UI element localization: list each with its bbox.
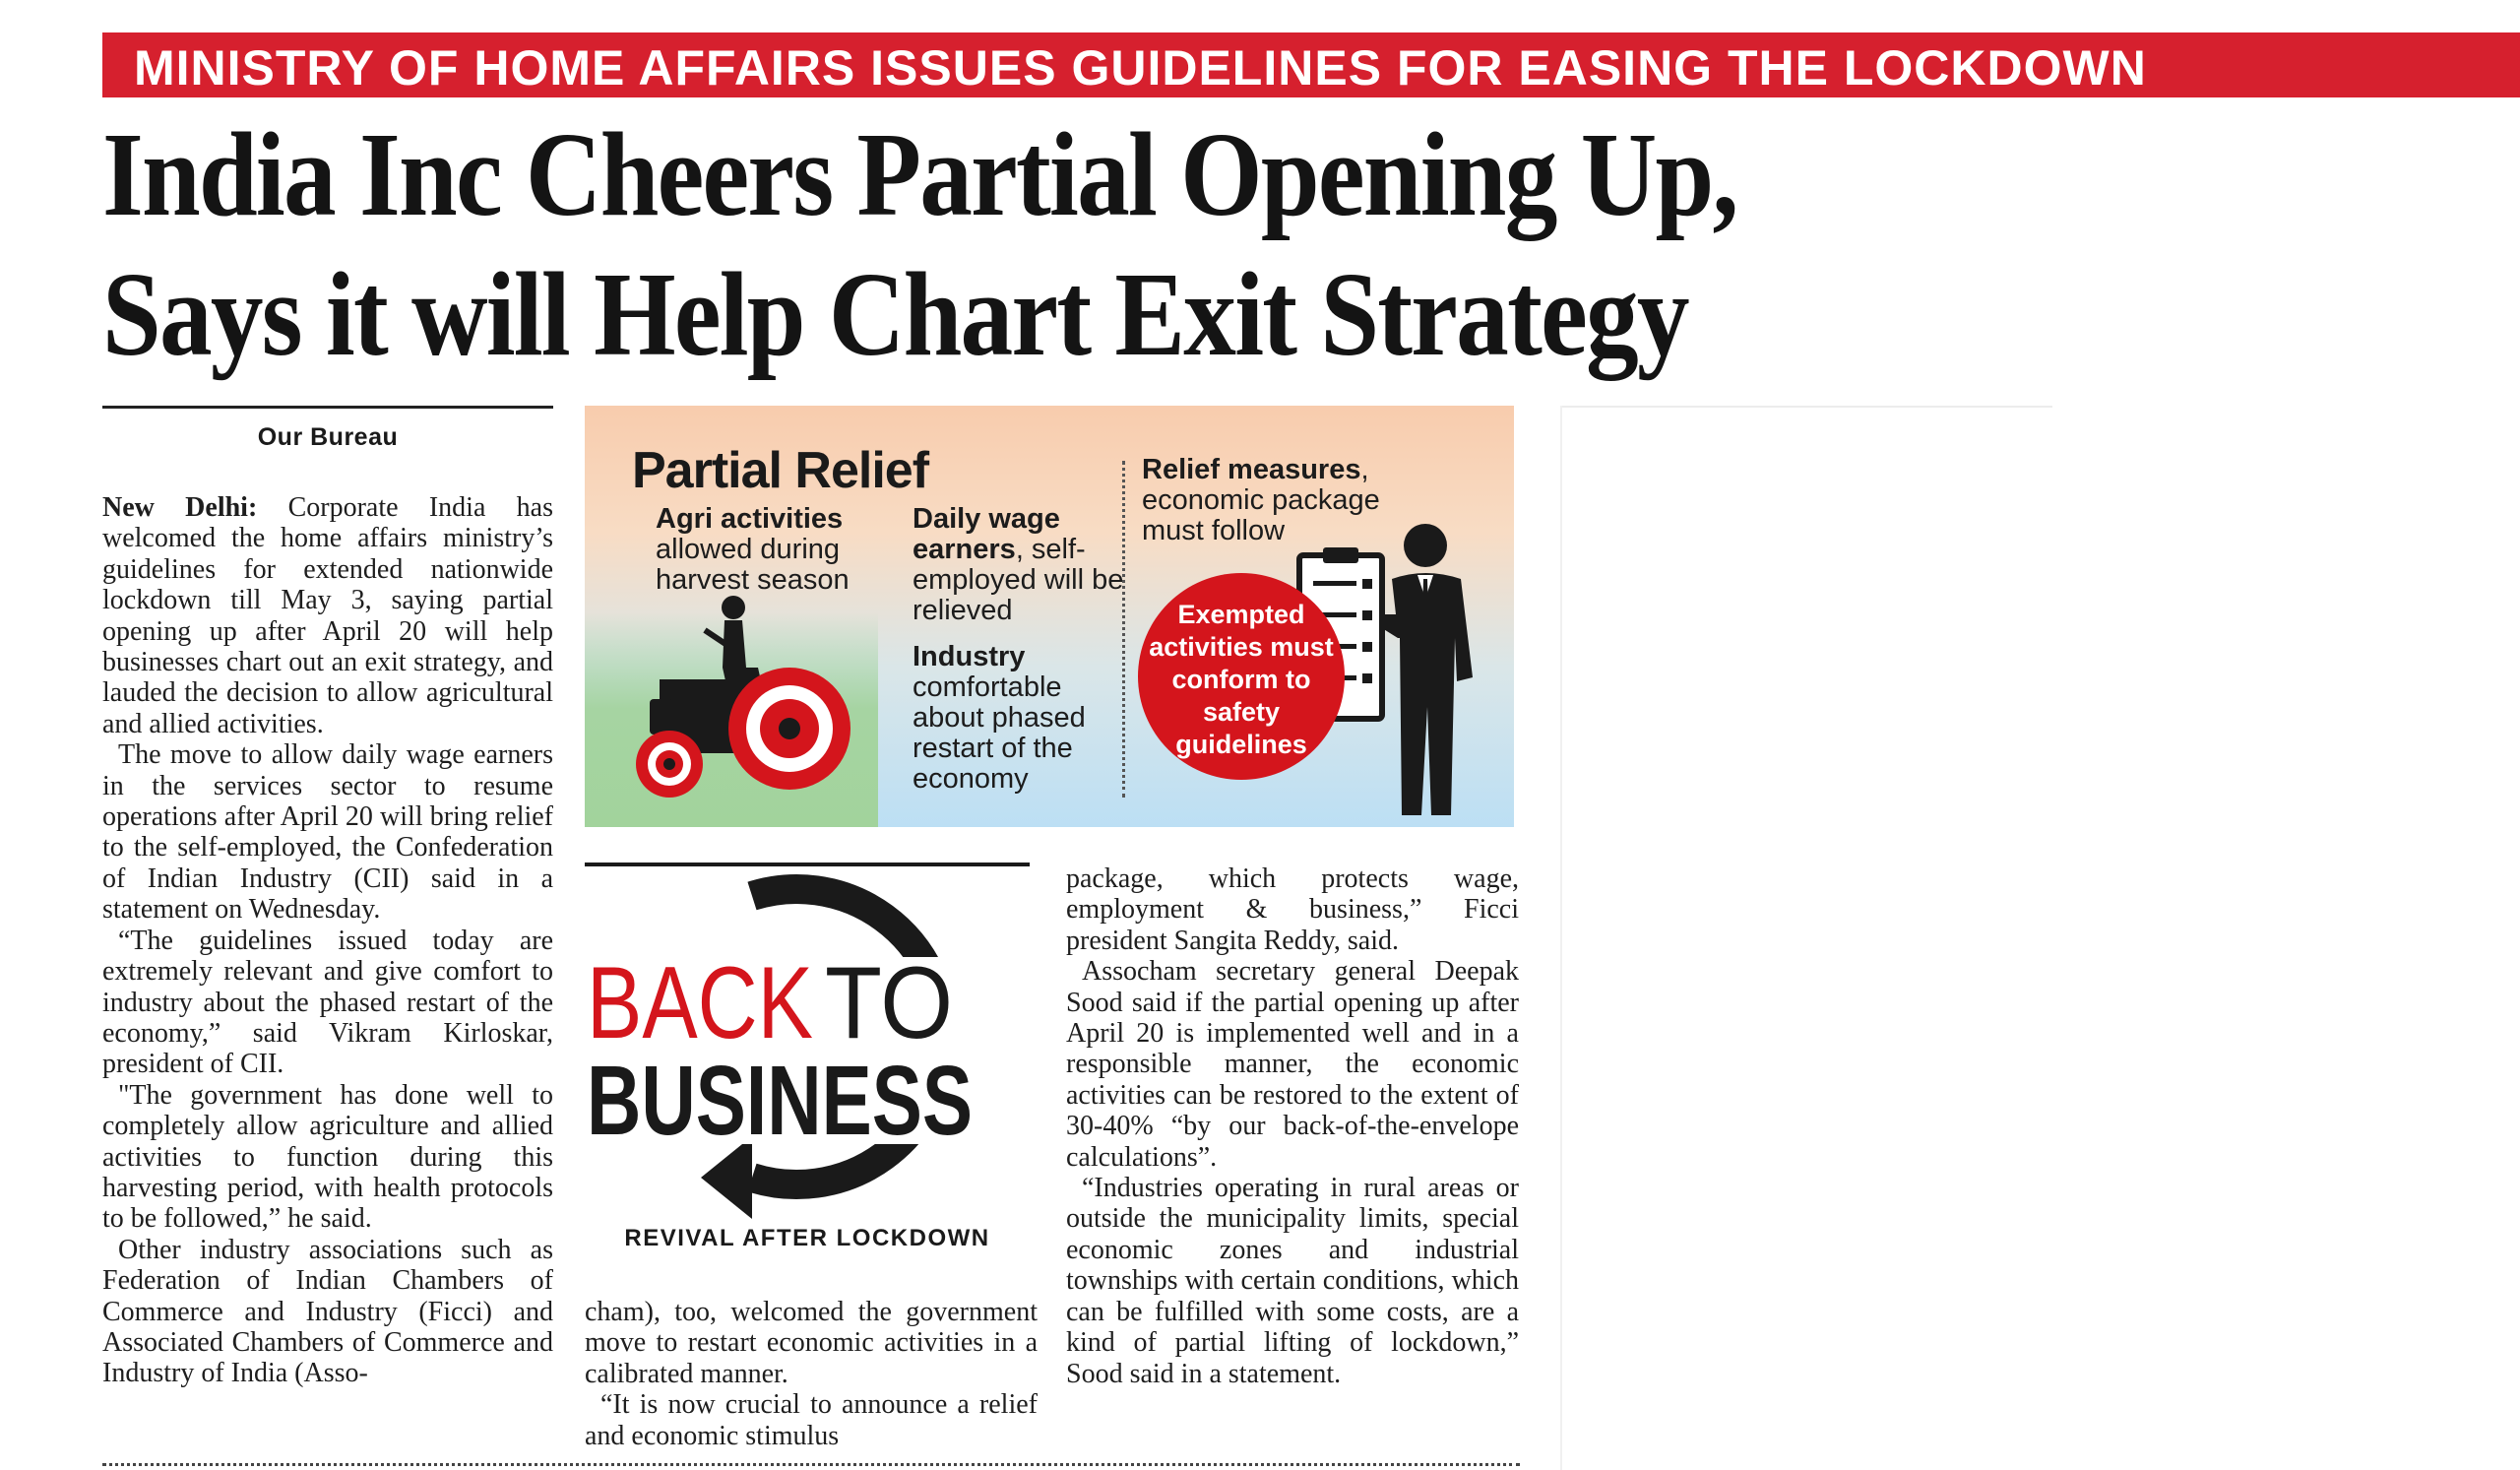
- dateline: New Delhi:: [102, 492, 258, 523]
- sidebar-divider: [1560, 406, 1562, 1470]
- logo-to: TO: [825, 946, 953, 1060]
- headline-line-1: India Inc Cheers Partial Opening Up,: [102, 108, 1737, 241]
- partial-relief-infographic: [585, 406, 1514, 827]
- exempted-badge-text: Exempted activities must conform to safety guidelines: [1149, 600, 1334, 759]
- article-column-2: [585, 1297, 1038, 1451]
- article-paragraph: cham), too, welcomed the government move to restart economic activities in a calibrated manner.: [585, 1297, 1038, 1389]
- back-to-business-graphic: [585, 863, 1030, 1217]
- article-paragraph: Assocham secretary general Deepak Sood said if the partial opening up after April 20 is implemented well and in a responsible manner, the economic activities can be restored to the extent of 30-40% “by our back-of-the-envelope calculations”.: [1066, 956, 1519, 1173]
- tractor-icon: [640, 571, 886, 817]
- byline-rule: [102, 406, 553, 409]
- agri-activities-text: Agri activities allowed during harvest season: [656, 503, 850, 596]
- logo-tagline: REVIVAL AFTER LOCKDOWN: [624, 1225, 990, 1251]
- article-paragraph: “The guidelines issued today are extremely relevant and give comfort to industry about the phased restart of the economy,” said Vikram Kirloskar, president of CII.: [102, 925, 553, 1080]
- infographic-divider: [1122, 461, 1125, 798]
- article-paragraph: "The government has done well to completely allow agriculture and allied activities to function during this harvesting period, with health protocols to be followed,” he said.: [102, 1079, 553, 1235]
- logo-back: BACK: [587, 946, 813, 1060]
- article-paragraph: “It is now crucial to announce a relief and economic stimulus: [585, 1389, 1038, 1451]
- article-paragraph: “Industries operating in rural areas or outside the municipality limits, special economic zones and industrial townships with certain conditions, which can be fulfilled with some costs, are a kind of partial lifting of lockdown,” Sood said in a statement.: [1066, 1173, 1519, 1389]
- headline-line-2: Says it will Help Chart Exit Strategy: [102, 248, 1688, 381]
- back-to-business-logo: [585, 863, 1030, 1276]
- infographic-title: Partial Relief: [632, 442, 929, 499]
- kicker-text: MINISTRY OF HOME AFFAIRS ISSUES GUIDELINES FOR EASING THE LOCKDOWN: [134, 40, 2147, 96]
- kicker-banner: [102, 32, 2520, 97]
- article-paragraph: Other industry associations such as Federation of Indian Chambers of Commerce and Industry (Ficci) and Associated Chambers of Commerce and Industry of India (Asso-: [102, 1234, 553, 1389]
- bottom-dotted-rule: [102, 1463, 1520, 1466]
- sidebar-rule: [1560, 406, 2052, 408]
- businessman-icon: [1372, 520, 1490, 815]
- industry-text: Industry comfortable about phased restart of the economy: [913, 641, 1086, 795]
- byline: Our Bureau: [257, 423, 399, 451]
- logo-business: BUSINESS: [587, 1046, 973, 1156]
- daily-wage-text: Daily wage earners, self-employed will be relieved: [913, 503, 1124, 626]
- article-paragraph: package, which protects wage, employment & business,” Ficci president Sangita Reddy, said.: [1066, 863, 1519, 956]
- article-column-1: [102, 492, 553, 1389]
- article-column-3: [1066, 863, 1519, 1389]
- article-paragraph: The move to allow daily wage earners in the services sector to resume operations after April 20 will bring relief to the self-employed, the Confederation of Indian Industry (CII) said in a statement on Wednesday.: [102, 739, 553, 926]
- relief-measures-text: Relief measures, economic package must follow: [1142, 454, 1380, 546]
- article-paragraph: New Delhi: Corporate India has welcomed the home affairs ministry’s guidelines for extended nationwide lockdown till May 3, saying partial opening up after April 20 will help businesses chart out an exit strategy, and lauded the decision to allow agricultural and allied activities.: [102, 492, 553, 739]
